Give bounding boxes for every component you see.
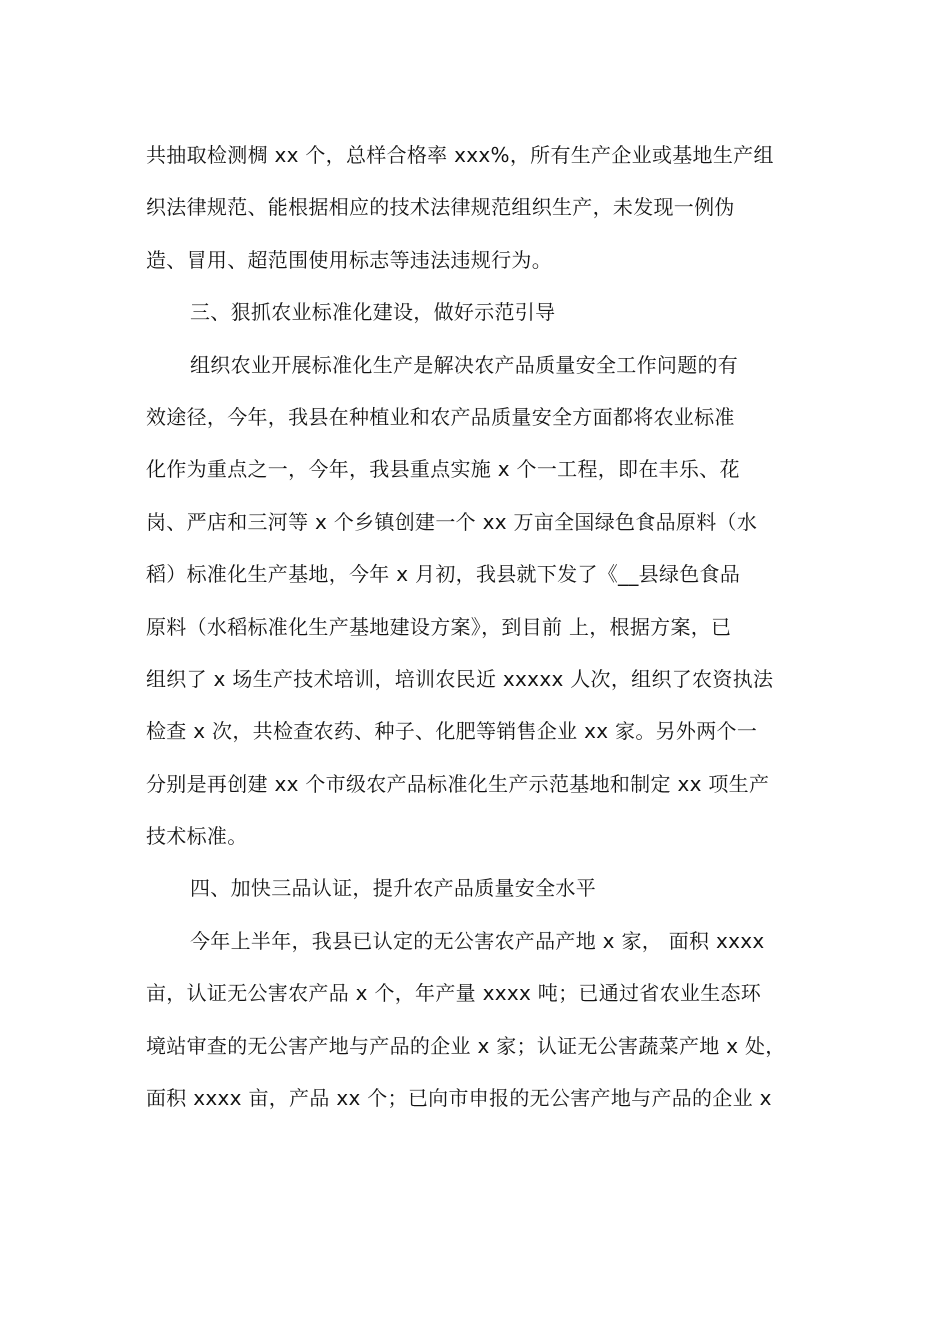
- body-line: 原料（水稻标准化生产基地建设方案》，到目前 上，根据方案，已: [146, 614, 732, 639]
- body-line: 织法律规范、能根据相应的技术法律规范组织生产，未发现一例伪: [146, 195, 735, 220]
- body-line: 造、冒用、超范围使用标志等违法违规行为。: [146, 247, 552, 272]
- body-line: 面积 xxxx 亩，产品 xx 个；已向市申报的无公害产地与产品的企业 x: [146, 1086, 772, 1111]
- body-line: 稻）标准化生产基地，今年 x 月初，我县就下发了《__县绿色食品: [146, 562, 741, 587]
- document-body: [146, 129, 814, 1124]
- body-line: 检查 x 次，共检查农药、种子、化肥等销售企业 xx 家。另外两个一: [146, 719, 758, 744]
- body-line: 境站审查的无公害产地与产品的企业 x 家；认证无公害蔬菜产地 x 处，: [146, 1033, 786, 1058]
- body-line: 化作为重点之一，今年，我县重点实施 x 个一工程，即在丰乐、花: [146, 457, 740, 482]
- body-line: 今年上半年，我县已认定的无公害农产品产地 x 家， 面积 xxxx: [190, 928, 765, 953]
- section-heading: 三、狠抓农业标准化建设，做好示范引导: [190, 300, 556, 325]
- body-line: 亩，认证无公害农产品 x 个，年产量 xxxx 吨；已通过省农业生态环: [146, 981, 762, 1006]
- body-line: 效途径，今年，我县在种植业和农产品质量安全方面都将农业标准: [146, 404, 735, 429]
- section-heading: 四、加快三品认证，提升农产品质量安全水平: [190, 876, 596, 901]
- body-line: 组织农业开展标准化生产是解决农产品质量安全工作问题的有: [190, 352, 739, 377]
- body-line: 组织了 x 场生产技术培训，培训农民近 xxxxx 人次，组织了农资执法: [146, 666, 774, 691]
- body-line: 技术标准。: [146, 824, 248, 849]
- body-line: 岗、严店和三河等 x 个乡镇创建一个 xx 万亩全国绿色食品原料（水: [146, 509, 758, 534]
- body-line: 分别是再创建 xx 个市级农产品标准化生产示范基地和制定 xx 项生产: [146, 771, 770, 796]
- body-line: 共抽取检测椆 xx 个，总样合格率 xxx%，所有生产企业或基地生产组: [146, 143, 774, 167]
